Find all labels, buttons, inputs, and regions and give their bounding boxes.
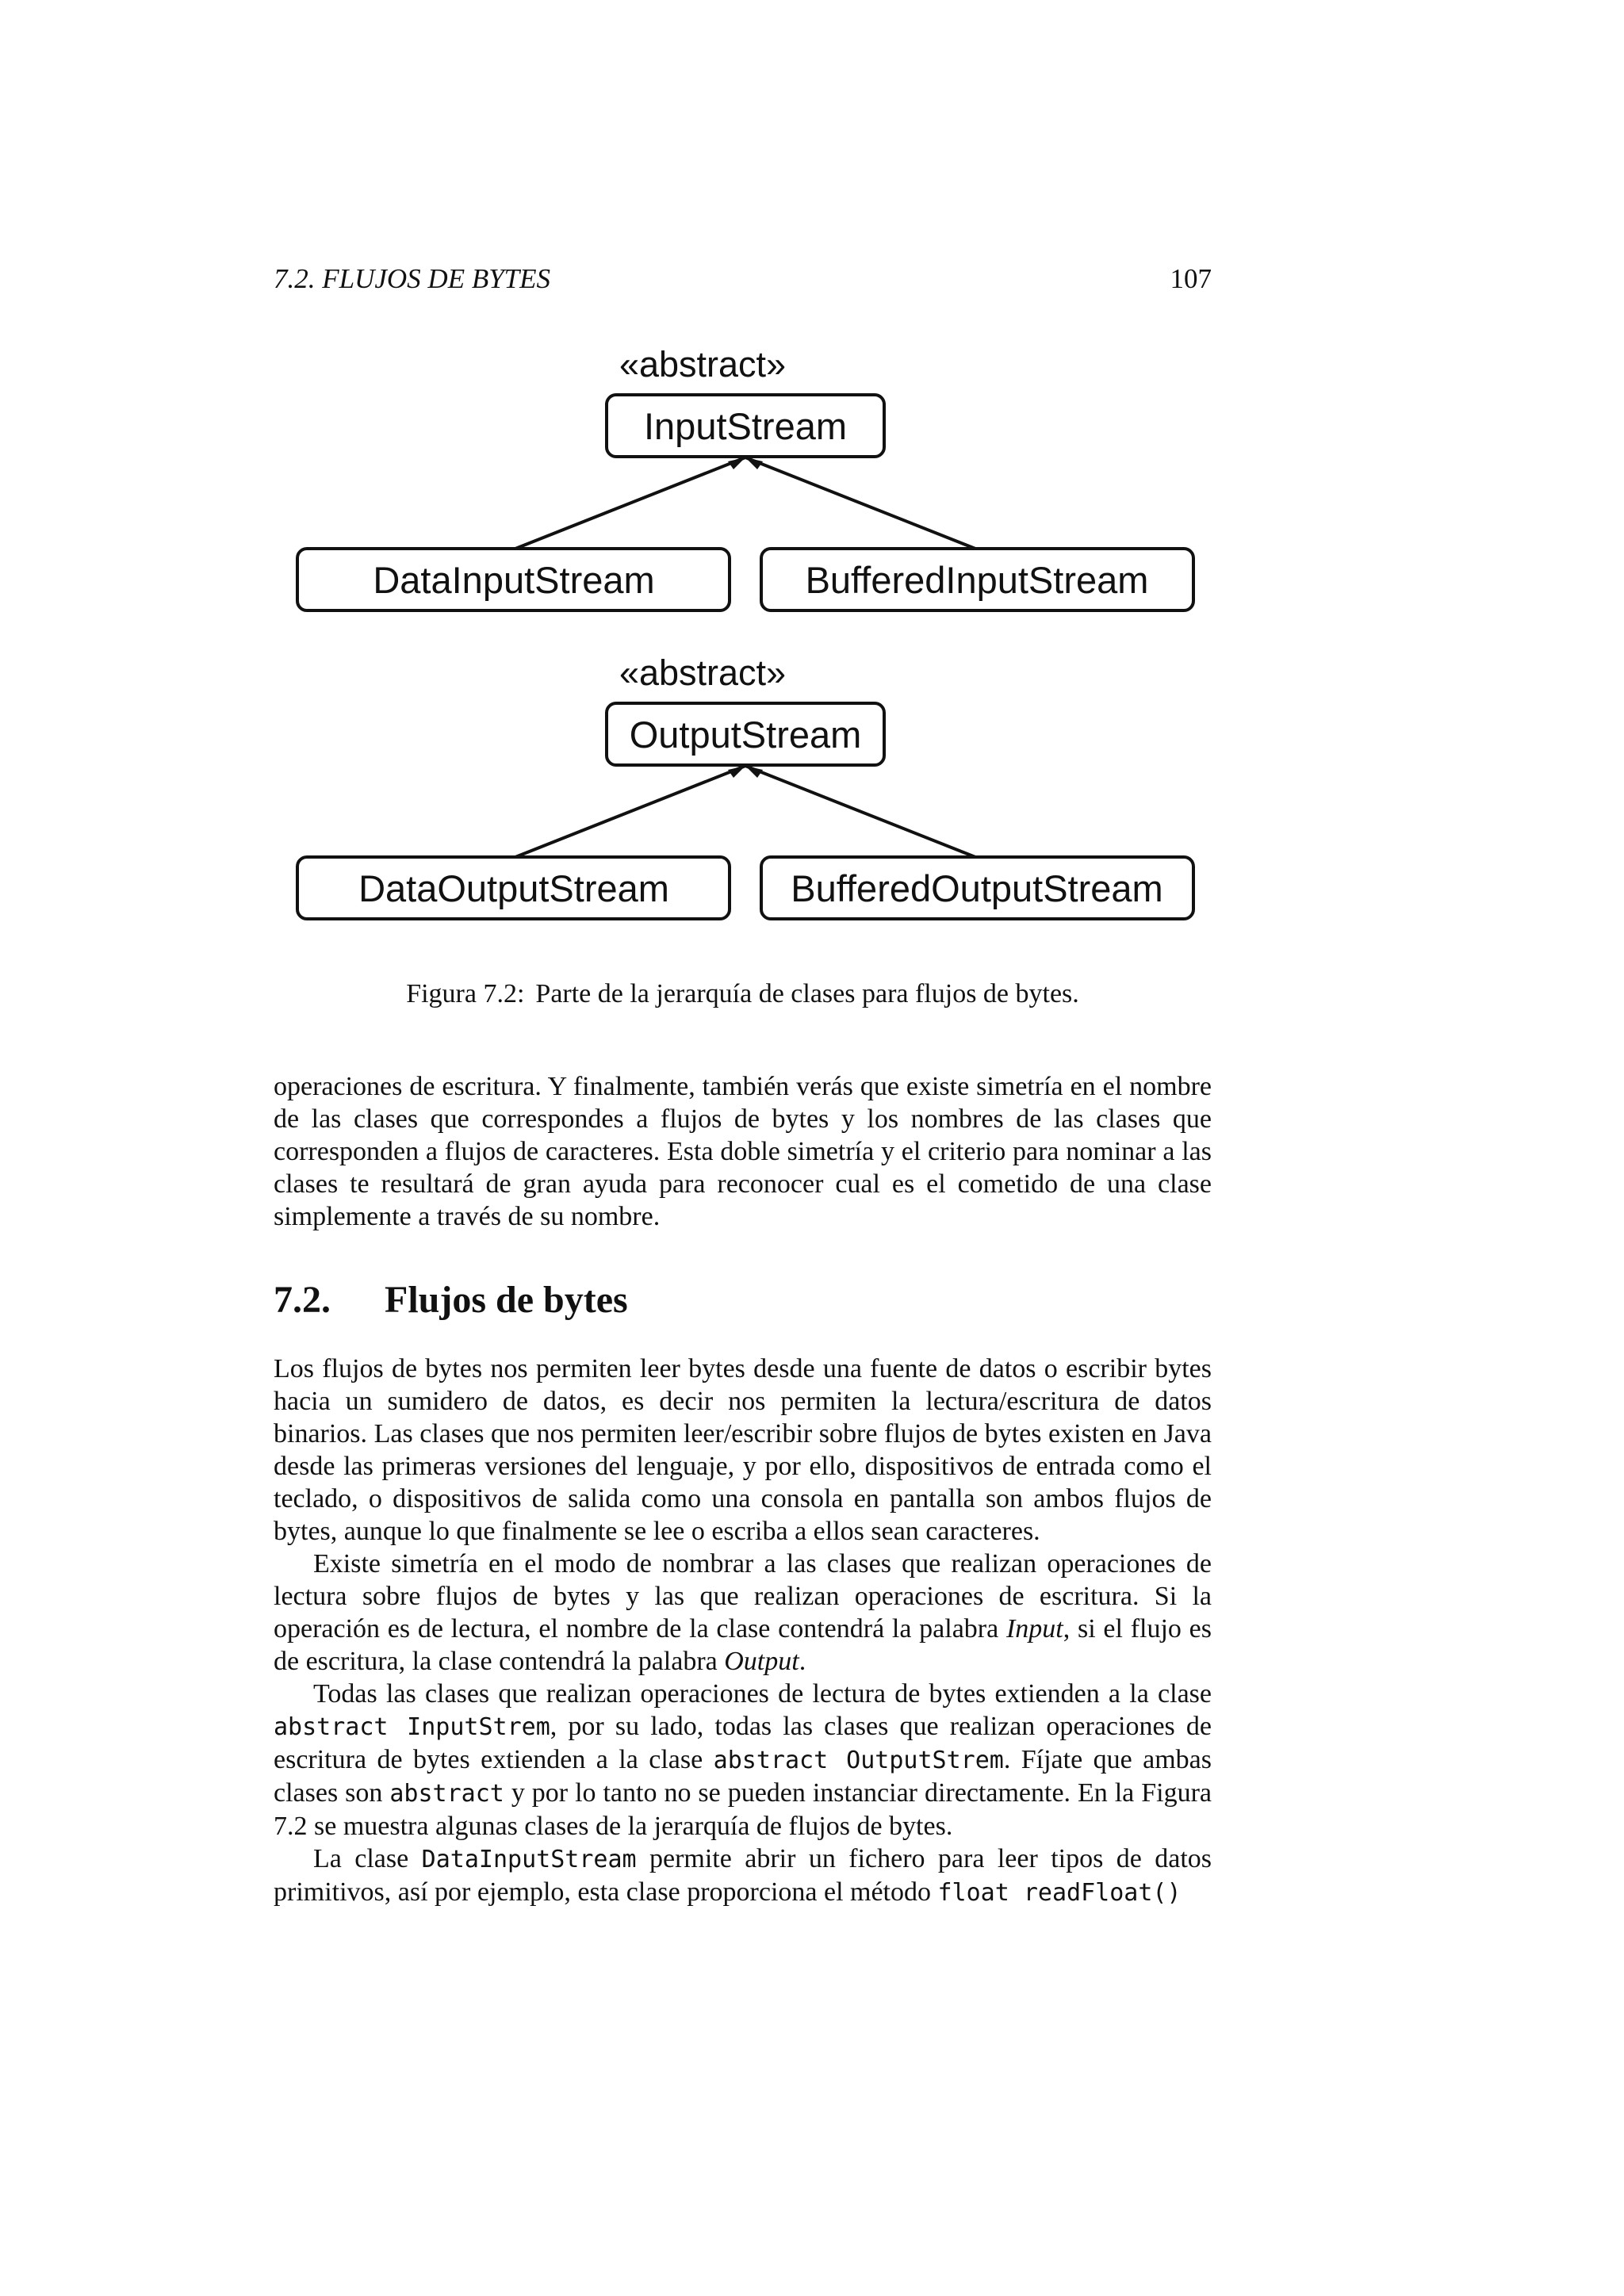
running-title: 7.2. FLUJOS DE BYTES bbox=[274, 263, 551, 294]
caption-label: Figura 7.2: bbox=[406, 979, 525, 1008]
code-inputstrem: abstract InputStrem bbox=[274, 1713, 550, 1741]
intro-paragraph-block bbox=[274, 1070, 1212, 1233]
input-hierarchy bbox=[297, 344, 1193, 610]
paragraph-2-text: Existe simetría en el modo de nombrar a las clases que realizan operaciones de lectura sobre flujos de bytes y las que realizan operaciones de escritura. Si la operación es de lectura, el nombre de la clase contendrá la palabra bbox=[274, 1549, 1212, 1644]
paragraph-3 bbox=[274, 1678, 1212, 1843]
code-readfloat: float readFloat() bbox=[937, 1879, 1182, 1907]
section-body bbox=[274, 1353, 1212, 1909]
page-number: 107 bbox=[1170, 263, 1212, 294]
paragraph-2 bbox=[274, 1548, 1212, 1678]
input-stereotype: «abstract» bbox=[619, 344, 787, 385]
emphasis-output: Output bbox=[724, 1647, 799, 1676]
datainputstream-label: DataInputStream bbox=[373, 559, 655, 601]
output-stereotype: «abstract» bbox=[619, 652, 787, 693]
section-number: 7.2. bbox=[274, 1279, 331, 1321]
code-datainputstream: DataInputStream bbox=[421, 1846, 637, 1873]
paragraph-4-text: La clase bbox=[313, 1844, 422, 1873]
paragraph-3-text: , por su lado, todas las clases que realizan operaciones de escritura de bytes extienden a la clase bbox=[274, 1712, 1212, 1774]
figure-caption bbox=[274, 979, 1212, 1009]
inputstream-link-left bbox=[515, 457, 745, 549]
bufferedinputstream-label: BufferedInputStream bbox=[805, 559, 1149, 601]
outputstream-link-right bbox=[745, 766, 975, 857]
paragraph-2-text: , si el flujo es de escritura, la clase contendrá la palabra bbox=[274, 1614, 1212, 1676]
dataoutputstream-label: DataOutputStream bbox=[358, 867, 669, 909]
emphasis-input: Input bbox=[1005, 1614, 1063, 1644]
output-hierarchy bbox=[297, 652, 1193, 919]
paragraph-2-text: . bbox=[799, 1647, 806, 1676]
code-outputstrem: abstract OutputStrem bbox=[713, 1747, 1004, 1774]
section-heading bbox=[274, 1278, 1212, 1322]
caption-text: Parte de la jerarquía de clases para flujos de bytes. bbox=[535, 979, 1079, 1008]
inputstream-link-right bbox=[745, 457, 975, 549]
paragraph-4 bbox=[274, 1843, 1212, 1909]
inputstream-label: InputStream bbox=[643, 405, 848, 447]
class-hierarchy-diagram bbox=[0, 0, 1624, 936]
paragraph-3-text: Todas las clases que realizan operaciones de lectura de bytes extienden a la clase bbox=[313, 1679, 1212, 1709]
section-title: Flujos de bytes bbox=[385, 1279, 628, 1321]
code-abstract: abstract bbox=[389, 1780, 504, 1808]
paragraph-3-text: . Fíjate que ambas clases son bbox=[274, 1745, 1212, 1808]
outputstream-label: OutputStream bbox=[629, 714, 862, 756]
paragraph-1: Los flujos de bytes nos permiten leer bytes desde una fuente de datos o escribir bytes hacia un sumidero de datos, es decir nos permiten la lectura/escritura de datos binarios. Las clases que nos permiten leer/escribir sobre flujos de bytes existen en Java desde las primeras versiones del lenguaje, y por ello, dispositivos de entrada como el teclado, o dispositivos de salida como una consola en pantalla son ambos flujos de bytes, aunque lo que finalmente se lee o escriba a ellos sean caracteres. bbox=[274, 1354, 1212, 1546]
bufferedoutputstream-label: BufferedOutputStream bbox=[791, 867, 1163, 909]
paragraph-4-text: permite abrir un fichero para leer tipos de datos primitivos, así por ejemplo, esta clase proporciona el método bbox=[274, 1844, 1212, 1907]
intro-paragraph: operaciones de escritura. Y finalmente, también verás que existe simetría en el nombre de las clases que correspondes a flujos de bytes y los nombres de las clases que corresponden a flujos de caracteres. Esta doble simetría y el criterio para nominar a las clases te resultará de gran ayuda para reconocer cual es el cometido de una clase simplemente a través de su nombre. bbox=[274, 1072, 1212, 1231]
outputstream-link-left bbox=[515, 766, 745, 857]
paragraph-3-text: y por lo tanto no se pueden instanciar directamente. En la Figura 7.2 se muestra algunas clases de la jerarquía de flujos de bytes. bbox=[274, 1778, 1212, 1841]
